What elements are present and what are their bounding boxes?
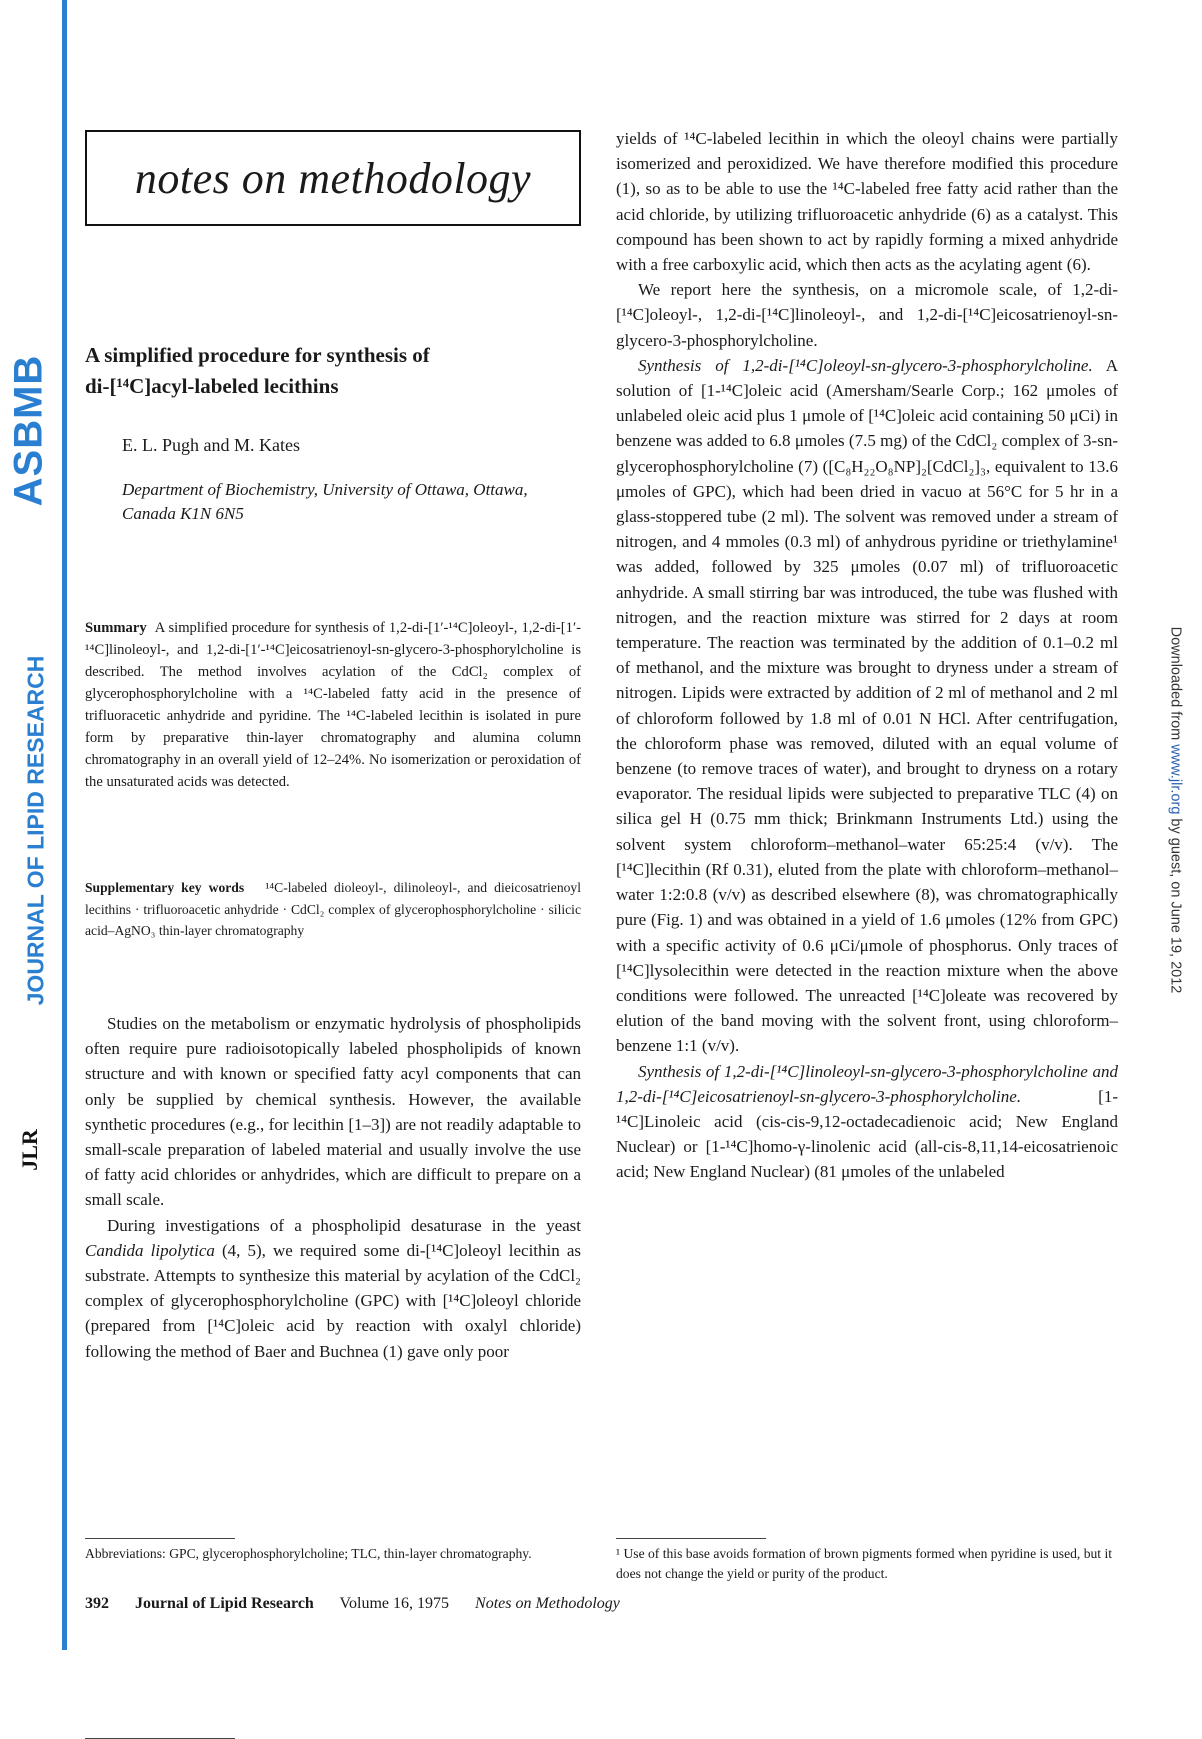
left-margin (0, 0, 16, 1650)
summary-label: Summary (85, 620, 147, 636)
paragraph: Synthesis of 1,2-di-[¹⁴C]linoleoyl-sn-glycero-3-phosphorylcholine and 1,2-di-[¹⁴C]eicosatrienoyl-sn-glycero-3-phosphorylcholine. [1-¹⁴C]Linoleic acid (cis-cis-9,12-octadecadienoic acid; New England Nuclear) or [1-¹⁴C]homo-γ-linolenic acid (all-cis-8,11,14-eicosatrienoic acid; New England Nuclear) (81 μmoles of the unlabeled (616, 1061, 1118, 1182)
volume: Volume 16, 1975 (339, 1595, 450, 1612)
paragraph: We report here the synthesis, on a micromole scale, of 1,2-di-[¹⁴C]oleoyl-, 1,2-di-[¹⁴C]linoleoyl-, and 1,2-di-[¹⁴C]eicosatrienoyl-sn-glycero-3-phosphorylcholine. (616, 280, 1118, 350)
footnote-rule-left (85, 1538, 235, 1539)
footer-section: Notes on Methodology (475, 1595, 620, 1612)
section-header-box (85, 130, 581, 226)
asbmb-logo: ASBMB (6, 354, 51, 506)
section-header: notes on methodology (134, 153, 532, 203)
paragraph: Synthesis of 1,2-di-[¹⁴C]oleoyl-sn-glycero-3-phosphorylcholine. A solution of [1-¹⁴C]oleic acid (Amersham/Searle Corp.; 162 μmoles of unlabeled oleic acid plus 1 μmole of [¹⁴C]oleic acid containing 50 μCi) in benzene was added to 6.8 μmoles (7.5 mg) of the CdCl₂ complex of 3-sn-glycerophosphorylcholine (7) ([C₈H₂₂O₈NP]₂[CdCl₂]₃, equivalent to 13.6 μmoles of GPC), which had been dried in vacuo at 56°C for 5 hr in a glass-stoppered tube (2 ml). The solvent was removed under a stream of nitrogen, and 4 mmoles (0.3 ml) of anhydrous pyridine or triethylamine¹ was added, followed by 325 μmoles (0.07 ml) of trifluoroacetic anhydride. A small stirring bar was introduced, the tube was flushed with nitrogen, and the reaction mixture was stirred for 2 days at room temperature. The reaction was terminated by the addition of 0.1–0.2 ml of methanol, and the mixture was brought to dryness under a stream of nitrogen. Lipids were extracted by addition of 2 ml of methanol and 2 ml of chloroform followed by 1.8 ml of 0.01 N HCl. After centrifugation, the chloroform phase was removed, diluted with an equal volume of benzene (to remove traces of water), and brought to dryness on a rotary evaporator. The residual lipids were subjected to preparative TLC (4) on silica gel H (0.75 mm thick; Brinkmann Instruments Ltd.) using the solvent system chloroform–methanol–water 65:25:4 (v/v). The [¹⁴C]lecithin (Rf 0.31), eluted from the plate with chloroform–methanol–water 1:2:0.8 (v/v) as described elsewhere (8), was chromatographically pure (Fig. 1) and was obtained in a yield of 1.6 μmoles (12% from GPC) with a specific activity of 0.6 μCi/μmole of phosphorus. Only traces of [¹⁴C]lysolecithin were detected in the reaction mixture when the above conditions were followed. The unreacted [¹⁴C]oleate was recovered by elution of the band moving with the solvent front, using chloroform–benzene 1:1 (v/v). (616, 355, 1118, 1056)
article-title: A simplified procedure for synthesis of di-[¹⁴C]acyl-labeled lecithins (85, 343, 430, 398)
download-notice: Downloaded from www.jlr.org by guest, on June 19, 2012 (1167, 626, 1184, 994)
body-column-left (85, 1011, 581, 1364)
keywords (85, 877, 581, 942)
affiliation: Department of Biochemistry, University of Ottawa, Ottawa, Canada K1N 6N5 (122, 480, 528, 523)
subsection-heading: Synthesis of 1,2-di-[¹⁴C]oleoyl-sn-glycero-3-phosphorylcholine. (638, 355, 1093, 375)
page-number: 392 (85, 1595, 109, 1612)
body-column-right (616, 126, 1118, 1185)
journal-sidebar-title: JOURNAL OF LIPID RESEARCH (22, 655, 49, 1005)
keywords-label: Supplementary key words (85, 880, 245, 895)
summary-text: A simplified procedure for synthesis of 1,2-di-[1′-¹⁴C]oleoyl-, 1,2-di-[1′-¹⁴C]linoleoyl-, and 1,2-di-[1′-¹⁴C]eicosatrienoyl-sn-glycero-3-phosphorylcholine is described. The method involves acylation of the CdCl₂ complex of glycerophosphorylcholine with a ¹⁴C-labeled fatty acid in the presence of trifluoracetic anhydride and pyridine. The ¹⁴C-labeled lecithin is isolated in pure form by preparative thin-layer chromatography and alumina column chromatography in an overall yield of 12–24%. No isomerization or peroxidation of the unsaturated acids was detected. (85, 620, 581, 790)
paragraph: yields of ¹⁴C-labeled lecithin in which the oleoyl chains were partially isomerized and peroxidized. We have therefore modified this procedure (1), so as to be able to use the ¹⁴C-labeled free fatty acid rather than the acid chloride, by utilizing trifluoroacetic anhydride (6) as a catalyst. This compound has been shown to act by rapidly forming a mixed anhydride with a free carboxylic acid, which then acts as the acylating agent (6). (616, 129, 1118, 275)
footnote-abbreviations: Abbreviations: GPC, glycerophosphorylcholine; TLC, thin-layer chromatography. (85, 1546, 532, 1561)
summary (85, 617, 581, 793)
sidebar-rule (62, 0, 67, 1650)
authors: E. L. Pugh and M. Kates (122, 435, 300, 455)
jlr-logo: JLR (17, 1129, 42, 1171)
download-link[interactable]: www.jlr.org (1167, 744, 1184, 815)
subsection-heading: Synthesis of 1,2-di-[¹⁴C]linoleoyl-sn-glycero-3-phosphorylcholine and 1,2-di-[¹⁴C]eicosatrienoyl-sn-glycero-3-phosphorylcholine. (616, 1061, 1118, 1106)
paragraph: Studies on the metabolism or enzymatic hydrolysis of phospholipids often require pure radioisotopically labeled phospholipids of known structure and with known or specified fatty acyl components that can only be supplied by chemical synthesis. However, the available synthetic procedures (e.g., for lecithin [1–3]) are not readily adaptable to small-scale preparation of labeled material and usually involve the use of fatty acid chlorides or anhydrides, which are difficult to prepare on a small scale. (85, 1014, 581, 1210)
journal-name: Journal of Lipid Research (135, 1595, 314, 1612)
footnote-1: ¹ Use of this base avoids formation of brown pigments formed when pyridine is used, but it does not change the yield or purity of the product. (616, 1546, 1113, 1581)
page-footer (85, 1595, 620, 1613)
keywords-text: ¹⁴C-labeled dioleoyl-, dilinoleoyl-, and dieicosatrienoyl lecithins · trifluoroacetic anhydride · CdCl₂ complex of glycerophosphorylcholine · silicic acid–AgNO₃ thin-layer chromatography (85, 880, 581, 938)
footnote-rule-right (616, 1538, 766, 1539)
paragraph: During investigations of a phospholipid desaturase in the yeast Candida lipolytica (4, 5), we required some di-[¹⁴C]oleoyl lecithin as substrate. Attempts to synthesize this material by acylation of the CdCl₂ complex of glycerophosphorylcholine (GPC) with [¹⁴C]oleoyl chloride (prepared from [¹⁴C]oleic acid by reaction with oxalyl chloride) following the method of Baer and Buchnea (1) gave only poor (85, 1215, 581, 1361)
